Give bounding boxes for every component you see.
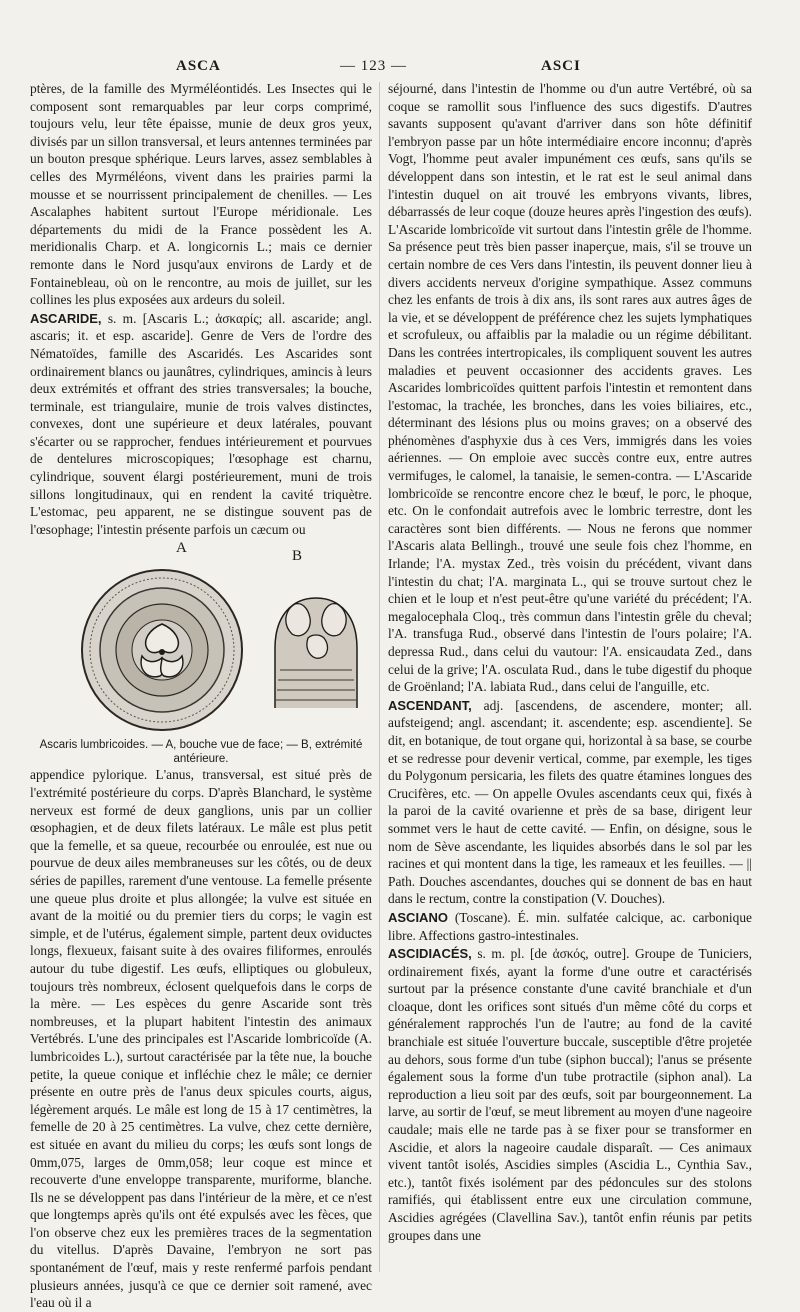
running-head-right: ASCI — [541, 58, 581, 74]
entry-ascidiaces-body: s. m. pl. [de ἀσκός, outre]. Groupe de Tuniciers, ordinairement fixés, ayant la forme d'une outre et caractérisés surtout par la présence constante d'une cavité branchiale et d'un cloaque, dont les orifices sont situés d'un même côté du corps et généralement rapprochés l'un de l'autre; au fond de la cavité branchiale est située l'ouverture buccale, susceptible d'être projetée au dehors, sous forme d'un tube (siphon buccal); l'anus se présente également sous la forme d'un tube protractile (siphon anal). La reproduction a lieu soit par des œufs, soit par bourgeonnement. La larve, au sortir de l'œuf, se meut librement au moyen d'une nageoire caudale; mais elle ne tarde pas à se fixer pour se transformer en Ascidie, et alors la nageoire caudale disparaît. — Ces animaux vivent tantôt isolés, Ascidies simples (Ascidia L., Cynthia Sav., etc.), tantôt fixés isolément par des pédoncules sur des stolons ramifiés, qui établissent entre eux une circulation commune, Ascidies agrégées (Clavellina Sav.), tantôt enfin réunis par petits groupes dans une — [388, 946, 752, 1243]
mouth-front-view-drawing — [82, 570, 242, 730]
headword-ascendant: ASCENDANT, — [388, 697, 472, 713]
left-column — [30, 80, 372, 1311]
entry-asciano-body: (Toscane). É. min. sulfatée calcique, ac. carbonique libre. Affections gastro-intestinales. — [388, 909, 752, 943]
figure-label-a: A — [176, 540, 187, 557]
paragraph-ascaride-right: séjourné, dans l'intestin de l'homme ou d'un autre Vertébré, où sa coque se ramollit sous l'influence des sucs digestifs. D'autres savants supposent qu'avant d'arriver dans son hôte définitif l'embryon passe par un hôte intermédiaire encore inconnu; d'après Vogt, l'homme peut avaler impunément ces œufs, sans qu'ils se développent dans son intestin, et le rat est le seul animal dans l'intestin duquel on ait trouvé les embryons vivants, libres, débarrassés de leur coque (douze heures après l'ingestion des œufs). L'Ascaride lombricoïde vit surtout dans l'intestin grêle de l'homme. Sa présence peut très bien passer inaperçue, mais, s'il se trouve un certain nombre de ces Vers dans l'intestin, ils peuvent donner lieu à divers accidents nerveux d'origine sympathique. Assez communs chez les enfants de trois à dix ans, ils sont rares aux autres âges de la vie, et se développent de préférence chez les sujets lymphatiques et scrofuleux, ou affaiblis par la maladie ou un régime débilitant. Dans les contrées intertropicales, ils compliquent souvent les autres maladies et peuvent occasionner des accidents graves. Les Ascarides lombricoïdes quittent parfois l'intestin et remontent dans l'estomac, la trachée, les bronches, dans les voies biliaires, etc., déterminant des lésions plus ou moins graves; on a observé des phénomènes d'asphyxie dus à ces Vers, immigrés dans les voies aériennes. — On emploie avec succès contre eux, entre autres vermifuges, le calomel, la tanaisie, le semen-contra. — L'Ascaride lombricoïde se rencontre encore chez le bœuf, le porc, le phoque, etc. On le confondait autrefois avec le lombric terrestre, dont les caractères sont bien différents. — Nous ne ferons que nommer l'Ascaris alata Bellingh., trouvé une seule fois chez l'homme, en Irlande; l'A. mystax Zed., très voisin du précédent, vivant dans l'intestin du chat; l'A. marginata L., qui se trouve surtout chez le chien et le loup et n'est peut-être qu'une variété du précédent; l'A. megalocephala Cloq., très commun dans l'intestin grêle du cheval; l'A. transfuga Rud., observé dans l'intestin de l'ours polaire; l'A. depressa Rud., dans celui du vautour: l'A. ensicaudata Zed., dans celui de la grive; l'A. osculata Rud., dans le tube digestif du phoque de Groënland; l'A. labiata Rud., dans celui de l'anguille, etc. — [388, 81, 752, 695]
paragraph-ascaride-continued: appendice pylorique. L'anus, transversal, est situé près de l'extrémité postérieure du corps. D'après Blanchard, le système nerveux est formé de deux ganglions, unis par un collier œsophagien, et de deux filets latéraux. Le mâle est plus petit que la femelle, et sa queue, recourbée ou enroulée, est nue ou pourvue de deux ailes membraneuses sur les côtés, ou de deux séries de papilles, rarement d'une ventouse. La femelle présente une queue plus droite et plus allongée; la vulve est située en avant de la moitié ou du premier tiers du corps; le vagin est simple, et de l'utérus, également simple, partent deux oviductes longs, flexueux, faisant suite à des ovaires filiformes, enroulés autour du tube digestif. Les œufs, elliptiques ou globuleux, toujours très nombreux, éclosent quelquefois dans le corps de la mère. — Les espèces du genre Ascaride sont très nombreuses, et la plupart habitent l'intestin des animaux Vertébrés. L'une des principales est l'Ascaride lombricoïde (A. lumbricoides L.), surtout caractérisée par la tête nue, la bouche petite, la queue conique et infléchie chez le mâle; ce dernier présente en outre près de l'anus deux spicules courts, aigus, légèrement arqués. Le mâle est long de 15 à 17 centimètres, la femelle de 20 à 25 centimètres. La vulve, chez cette dernière, est située en avant du milieu du corps; les œufs sont longs de 0mm,075, larges de 0mm,058; leur coque est mince et recouverte d'une enveloppe transparente, muriforme, blanche. Ils ne se développent pas dans l'intérieur de la mère, et ce n'est que longtemps après qu'ils ont été expulsés avec les fèces, que l'on observe chez eux les premières traces de la segmentation du vitellus. D'après Davaine, l'embryon ne sort pas spontanément de l'œuf, mais y reste renfermé parfois pendant plusieurs années, jusqu'à ce que ce dernier soit ramené, avec l'eau où il a — [30, 767, 372, 1311]
entry-ascaride-body: s. m. [Ascaris L.; ἀσκαρίς; all. ascaride; angl. ascaris; it. et esp. ascaride]. Genre de Vers de l'ordre des Nématoïdes, famille des Ascaridés. Les Ascarides sont ordinairement blancs ou jaunâtres, cylindriques, amincis à leurs deux extrémités et offrant des stries transversales; la bouche, terminale, est triangulaire, munie de trois valves distinctes, convexes, dont une supérieure et deux latérales, pouvant s'écarter ou se rapprocher, fendues intérieurement et pourvues de dentelures microscopiques; l'œsophage est charnu, cylindrique, souvent élargi postérieurement, muni de trois sillons longitudinaux, qui en rendent la cavité triquètre. L'estomac, peu apparent, ne se distingue souvent pas de l'œsophage; l'intestin présente parfois un cæcum ou — [30, 310, 372, 537]
figure-label-b: B — [292, 548, 303, 565]
entry-ascaride — [30, 310, 372, 539]
entry-ascidiaces — [388, 945, 752, 1244]
paragraph-ascalaphe-continued: ptères, de la famille des Myrméléontidés. Les Insectes qui le composent sont remarquables par leur corps comprimé, toujours velu, leur tête épaisse, munie de deux gros yeux, divisés par un sillon transversal, et leurs antennes terminées par un bouton presque sphérique. Leurs larves, assez semblables à celles des Myrméléons, vivent dans les prairies parmi la mousse et se nourrissent principalement de chenilles. — Les Ascalaphes habitent surtout l'Europe méridionale. Les départements du midi de la France possèdent les A. meridionalis Charp. et A. longicornis L.; mais ce dernier remonte dans le Nord jusqu'aux environs de Lardy et de Fontainebleau, où on le rencontre, au mois de juillet, sur les collines les plus exposées aux ardeurs du soleil. — [30, 81, 372, 308]
headword-ascidiaces: ASCIDIACÉS, — [388, 946, 472, 962]
entry-asciano — [388, 909, 752, 944]
running-head-left: ASCA — [176, 58, 221, 74]
headword-ascaride: ASCARIDE, — [30, 310, 102, 326]
right-column — [388, 80, 752, 1270]
ascaris-figure — [30, 538, 372, 738]
entry-ascendant — [388, 697, 752, 908]
ascaris-illustration — [30, 538, 372, 738]
page-number: — 123 — — [340, 58, 407, 74]
column-divider — [379, 82, 380, 1272]
entry-ascendant-body: adj. [ascendens, de ascendere, monter; all. aufsteigend; angl. ascendant; it. ascendente; esp. ascendiente]. Se dit, en botanique, de tout organe qui, horizontal à sa base, se courbe et se redresse pour devenir vertical, comme, par exemple, les tiges du Polygonum persicaria, les filets des quatre étamines longues des Crucifères, etc. — On appelle Ovules ascendants ceux qui, fixés à la paroi de la cavité ovarienne et près de sa base, dirigent leur sommet vers le haut de cette cavité. — Enfin, on désigne, sous le nom de Sève ascendante, les liquides absorbés dans le sol par les racines et qui montent dans la tige, les rameaux et les feuilles. — || Path. Douches ascendantes, douches qui se donnent de bas en haut dans le rectum, contre la constipation (V. Douches). — [388, 697, 752, 907]
figure-caption: Ascaris lumbricoides. — A, bouche vue de face; — B, extrémité antérieure. — [39, 739, 363, 766]
headword-asciano: ASCIANO — [388, 909, 448, 925]
anterior-end-drawing — [275, 598, 357, 708]
